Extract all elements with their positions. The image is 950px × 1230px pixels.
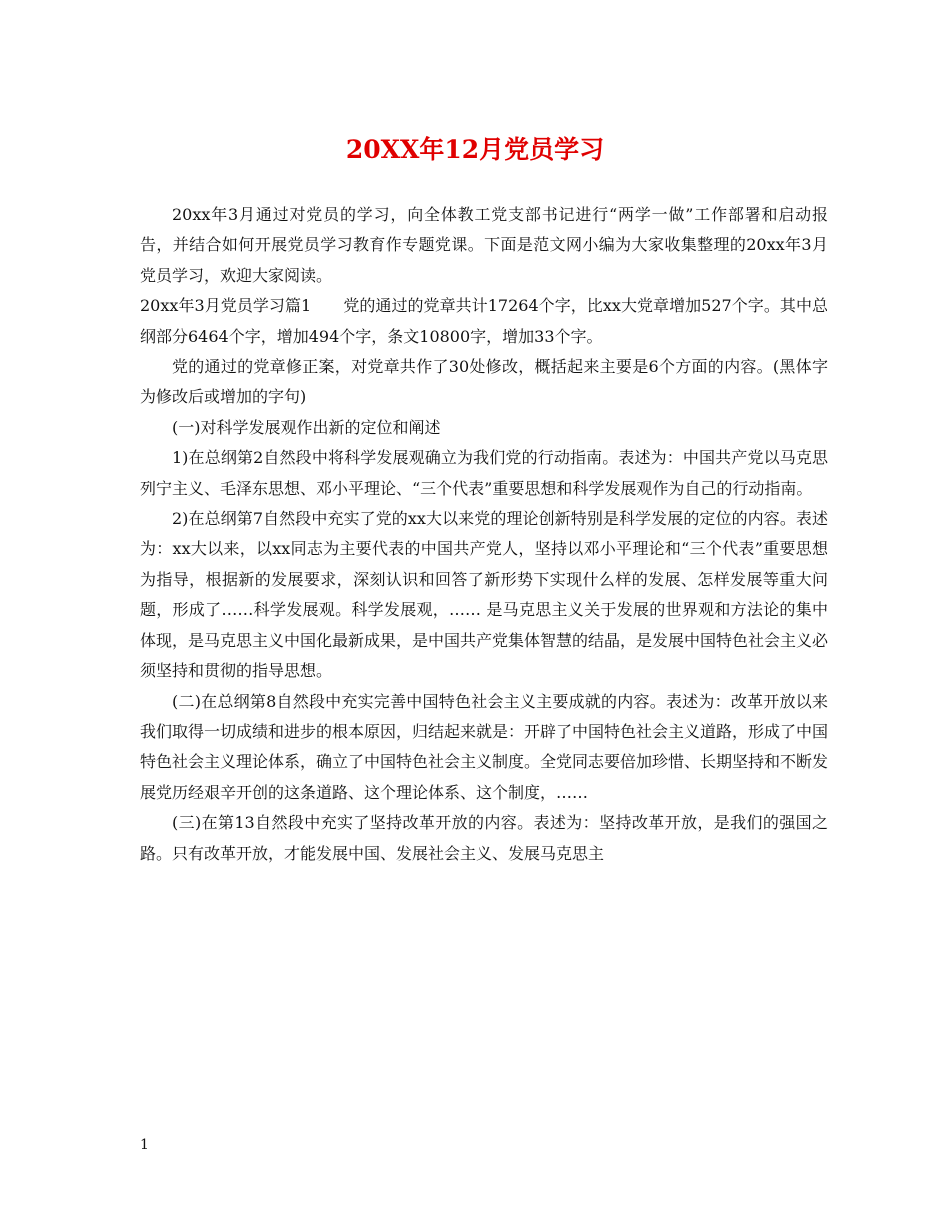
paragraph: 党的通过的党章修正案，对党章共作了30处修改，概括起来主要是6个方面的内容。(黑体字为修改后或增加的字句) xyxy=(140,357,828,407)
paragraph: (二)在总纲第8自然段中充实完善中国特色社会主义主要成就的内容。表述为：改革开放以来我们取得一切成绩和进步的根本原因，归结起来就是：开辟了中国特色社会主义道路，形成了中国特色社会主义理论体系，确立了中国特色社会主义制度。全党同志要倍加珍惜、长期坚持和不断发展党历经艰辛开创的这条道路、这个理论体系、这个制度，…… xyxy=(140,691,829,802)
document-title: 20XX年12月党员学习 xyxy=(345,135,605,164)
paragraph: 20xx年3月党员学习篇1 党的通过的党章共计17264个字，比xx大党章增加527个字。其中总纲部分6464个字，增加494个字，条文10800字，增加33个字。 xyxy=(140,296,828,346)
paragraph: (三)在第13自然段中充实了坚持改革开放的内容。表述为：坚持改革开放，是我们的强国之路。只有改革开放，才能发展中国、发展社会主义、发展马克思主 xyxy=(140,813,828,863)
paragraph: 1)在总纲第2自然段中将科学发展观确立为我们党的行动指南。表述为：中国共产党以马克思列宁主义、毛泽东思想、邓小平理论、“三个代表”重要思想和科学发展观作为自己的行动指南。 xyxy=(140,448,828,498)
page-number: 1 xyxy=(140,1137,149,1153)
paragraph: 2)在总纲第7自然段中充实了党的xx大以来党的理论创新特别是科学发展的定位的内容。表述为：xx大以来，以xx同志为主要代表的中国共产党人，坚持以邓小平理论和“三个代表”重要思想为指导，根据新的发展要求，深刻认识和回答了新形势下实现什么样的发展、怎样发展等重大问题，形成了……科学发展观。科学发展观，…… 是马克思主义关于发展的世界观和方法论的集中体现，是马克思主义中国化最新成果，是中国共产党集体智慧的结晶，是发展中国特色社会主义必须坚持和贯彻的指导思想。 xyxy=(140,509,829,681)
document-body xyxy=(140,200,828,869)
section-heading: (一)对科学发展观作出新的定位和阐述 xyxy=(172,417,441,437)
paragraph: 20xx年3月通过对党员的学习，向全体教工党支部书记进行“两学一做”工作部署和启动报告，并结合如何开展党员学习教育作专题党课。下面是范文网小编为大家收集整理的20xx年3月党员学习，欢迎大家阅读。 xyxy=(140,205,828,285)
